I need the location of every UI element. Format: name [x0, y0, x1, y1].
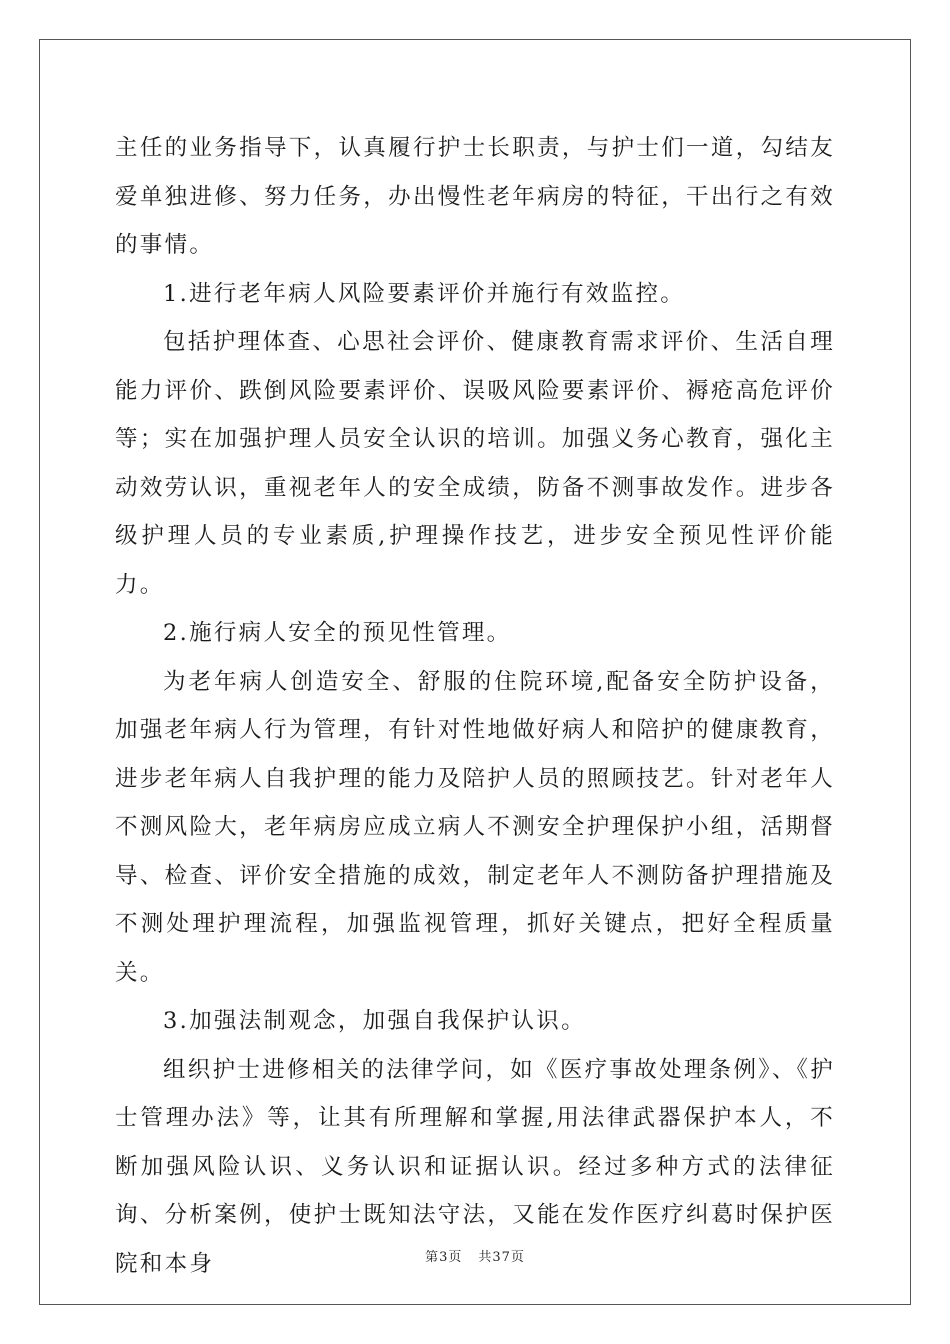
section-heading: 1.进行老年病人风险要素评价并施行有效监控。 — [163, 280, 686, 307]
paragraph: 主任的业务指导下，认真履行护士长职责，与护士们一道，勾结友爱单独进修、努力任务，办出慢性老年病房的特征，干出行之有效的事情。 — [115, 135, 835, 258]
page-number: 第3页 — [425, 1250, 463, 1265]
paragraph: 包括护理体查、心思社会评价、健康教育需求评价、生活自理能力评价、跌倒风险要素评价、误吸风险要素评价、褥疮高危评价等；实在加强护理人员安全认识的培训。加强义务心教育，强化主动效劳认识，重视老年人的安全成绩，防备不测事故发作。进步各级护理人员的专业素质,护理操作技艺，进步安全预见性评价能力。 — [115, 329, 835, 598]
section-heading: 2.施行病人安全的预见性管理。 — [163, 620, 512, 646]
paragraph: 为老年病人创造安全、舒服的住院环境,配备安全防护设备，加强老年病人行为管理，有针对性地做好病人和陪护的健康教育，进步老年病人自我护理的能力及陪护人员的照顾技艺。针对老年人不测风险大，老年病房应成立病人不测安全护理保护小组，活期督导、检查、评价安全措施的成效，制定老年人不测防备护理措施及不测处理护理流程，加强监视管理，抓好关键点，把好全程质量关。 — [115, 668, 835, 986]
paragraph: 组织护士进修相关的法律学问，如《医疗事故处理条例》、《护士管理办法》等，让其有所理解和掌握,用法律武器保护本人，不断加强风险认识、义务认识和证据认识。经过多种方式的法律征询、分析案例，使护士既知法守法，又能在发作医疗纠葛时保护医院和本身 — [115, 1056, 835, 1277]
document-body — [115, 124, 835, 1288]
page-footer — [0, 1246, 950, 1265]
section-heading: 3.加强法制观念，加强自我保护认识。 — [163, 1008, 586, 1034]
total-pages: 共37页 — [478, 1250, 525, 1265]
